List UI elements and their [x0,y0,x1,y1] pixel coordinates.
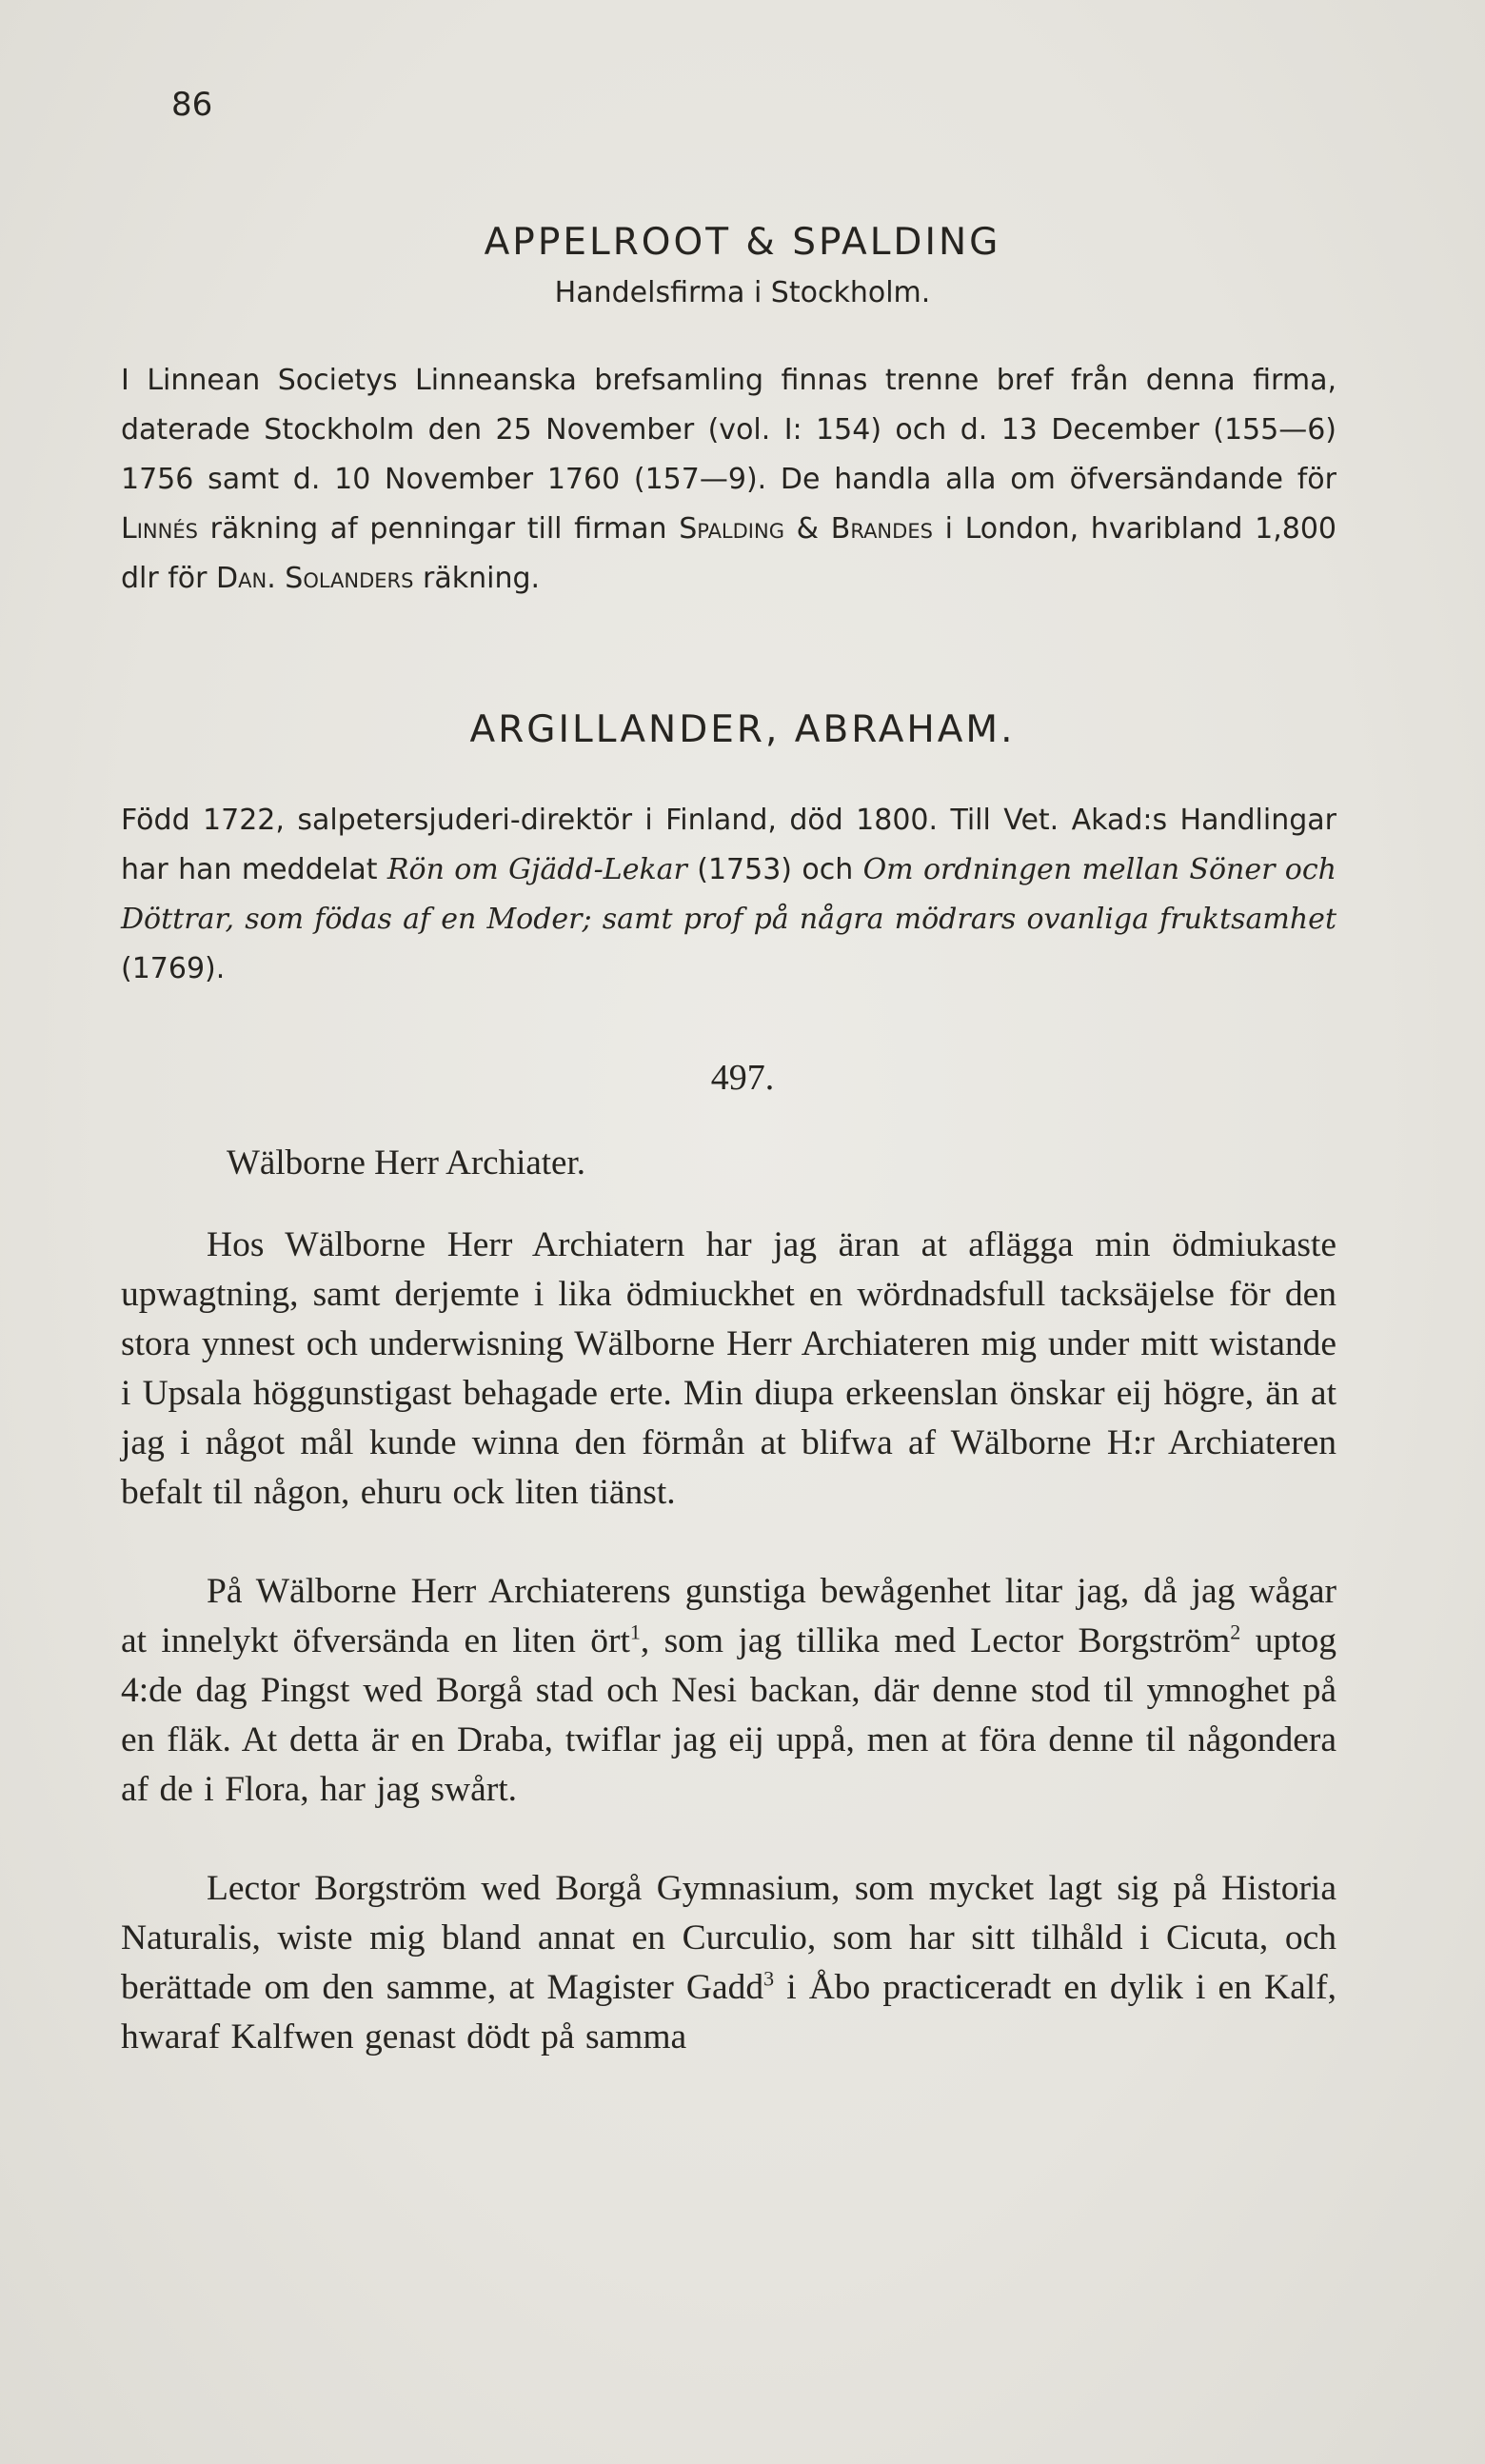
text-run: På Wälborne Herr Archiaterens gunstiga bewågenhet litar jag, då jag wågar at innelykt öfversända en liten ört [121,1572,1336,1660]
letter-paragraph-3 [121,1864,1336,2062]
work-title-1: Rön om Gjädd-Lekar [386,853,687,886]
section-paragraph-appelroot [121,356,1336,604]
text-run: I Linnean Societys Linneanska brefsamling finnas trenne bref från denna firma, daterade Stockholm den 25 November (vol. I: 154) och d. 13 December (155—6) 1756 samt d. 10 November 1760 (157—9). De handla alla om öfversändande för [121,364,1336,496]
section-subtitle-appelroot: Handelsfirma i Stockholm. [554,276,931,309]
text-run: i London, hvaribland 1,800 dlr för [121,512,1337,595]
footnote-marker: 1 [629,1619,641,1644]
footnote-marker: 2 [1230,1619,1241,1644]
letter-salutation: Wälborne Herr Archiater. [227,1143,586,1182]
work-title-2: Om ordningen mellan Söner och Döttrar, som födas af en Moder; samt prof på några mödrars ovanliga fruktsamhet [121,853,1336,936]
text-run: i Åbo practiceradt en dylik i en Kalf, hwaraf Kalfwen genast dödt på samma [121,1968,1336,2057]
letter-number: 497. [710,1058,775,1098]
section-paragraph-argillander [121,796,1336,994]
section-title-argillander: ARGILLANDER, ABRAHAM. [469,708,1016,751]
name-linnes: Linnés [121,512,198,546]
name-brandes: Brandes [830,512,933,546]
name-solander: Dan. Solanders [216,562,414,595]
letter-paragraph-2 [121,1567,1336,1815]
text-run: Född 1722, salpetersjuderi-direktör i Finland, död 1800. Till Vet. Akad:s Handlingar har han meddelat [121,804,1336,886]
text-run: räkning. [413,562,541,595]
section-title-appelroot: APPELROOT & SPALDING [484,221,1001,264]
page-number: 86 [171,86,213,124]
text-run: (1753) och [686,853,863,886]
text-run: Lector Borgström wed Borgå Gymnasium, som mycket lagt sig på Historia Naturalis, wiste mig bland annat en Curculio, som har sitt tilhåld i Cicuta, och berättade om den samme, at Magister Gadd [121,1869,1336,2007]
name-spalding: Spalding [679,512,784,546]
letter-paragraph-1: Hos Wälborne Herr Archiatern har jag äran at aflägga min ödmiukaste upwagtning, samt derjemte i lika ödmiuckhet en wördnadsfull tacksäjelse för den stora ynnest och underwisning Wälborne Herr Archiateren mig under mitt wistande i Upsala höggunstigast behagade erte. Min diupa erkeenslan önskar eij högre, än at jag i något mål kunde winna den förmån at blifwa af Wälborne H:r Archiateren befalt til någon, ehuru ock liten tiänst. [121,1225,1336,1512]
text-run: (1769). [121,952,226,985]
text-run: & [783,512,831,546]
footnote-marker: 3 [763,1966,775,1991]
text-run: räkning af penningar till firman [197,512,680,546]
text-run: , som jag tillika med Lector Borgström [640,1621,1231,1660]
text-run: uptog 4:de dag Pingst wed Borgå stad och Nesi backan, där denne stod til ymnoghet på en fläk. At detta är en Draba, twiflar jag eij uppå, men at föra denne til någondera af de i Flora, har jag swårt. [121,1621,1336,1809]
